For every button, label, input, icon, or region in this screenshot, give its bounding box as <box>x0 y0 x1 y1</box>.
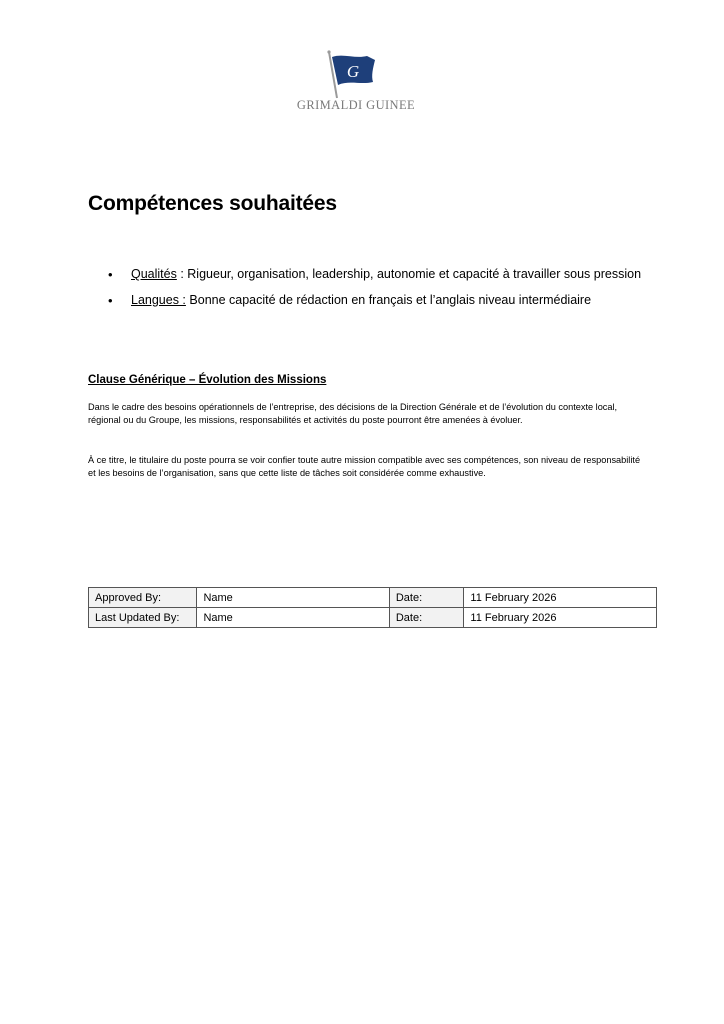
bullet-icon: • <box>108 293 113 308</box>
updated-date: 11 February 2026 <box>464 608 657 628</box>
flag-icon <box>325 50 385 100</box>
section-title: Compétences souhaitées <box>88 192 337 215</box>
skills-list <box>88 262 648 314</box>
table-row <box>89 588 657 608</box>
last-updated-by-name: Name <box>197 608 389 628</box>
bullet-icon: • <box>108 267 113 282</box>
approved-date: 11 February 2026 <box>464 588 657 608</box>
list-item <box>88 288 648 313</box>
list-item: • Qualités : Rigueur, organisation, leadership, autonomie et capacité à travailler sous pression <box>88 262 648 287</box>
last-updated-by-label: Last Updated By: <box>89 608 197 628</box>
item-label: Qualités <box>131 267 177 281</box>
company-logo <box>291 50 431 116</box>
approved-by-label: Approved By: <box>89 588 197 608</box>
item-text: Bonne capacité de rédaction en français et l’anglais niveau intermédiaire <box>189 293 592 307</box>
clause-paragraph: Dans le cadre des besoins opérationnels de l’entreprise, des décisions de la Direction Générale et de l’évolution du contexte local, régional ou du Groupe, les missions, responsabilités et activités du poste pourront être amenées à évoluer. <box>88 402 618 425</box>
clause-paragraph: À ce titre, le titulaire du poste pourra se voir confier toute autre mission compatible avec ses compétences, son niveau de responsabilité et les besoins de l’organisation, sans que cette liste de tâches soit considérée comme exhaustive. <box>88 455 641 478</box>
svg-text:G: G <box>346 62 360 81</box>
date-label: Date: <box>389 608 464 628</box>
logo-text: GRIMALDI GUINEE <box>296 98 416 112</box>
clause-title: Clause Générique – Évolution des Missions <box>88 374 327 386</box>
approval-table <box>88 587 657 628</box>
item-text: Rigueur, organisation, leadership, autonomie et capacité à travailler sous pression <box>187 267 642 281</box>
date-label: Date: <box>389 588 464 608</box>
item-label: Langues : <box>131 293 186 307</box>
approved-by-name: Name <box>197 588 389 608</box>
table-row <box>89 608 657 628</box>
